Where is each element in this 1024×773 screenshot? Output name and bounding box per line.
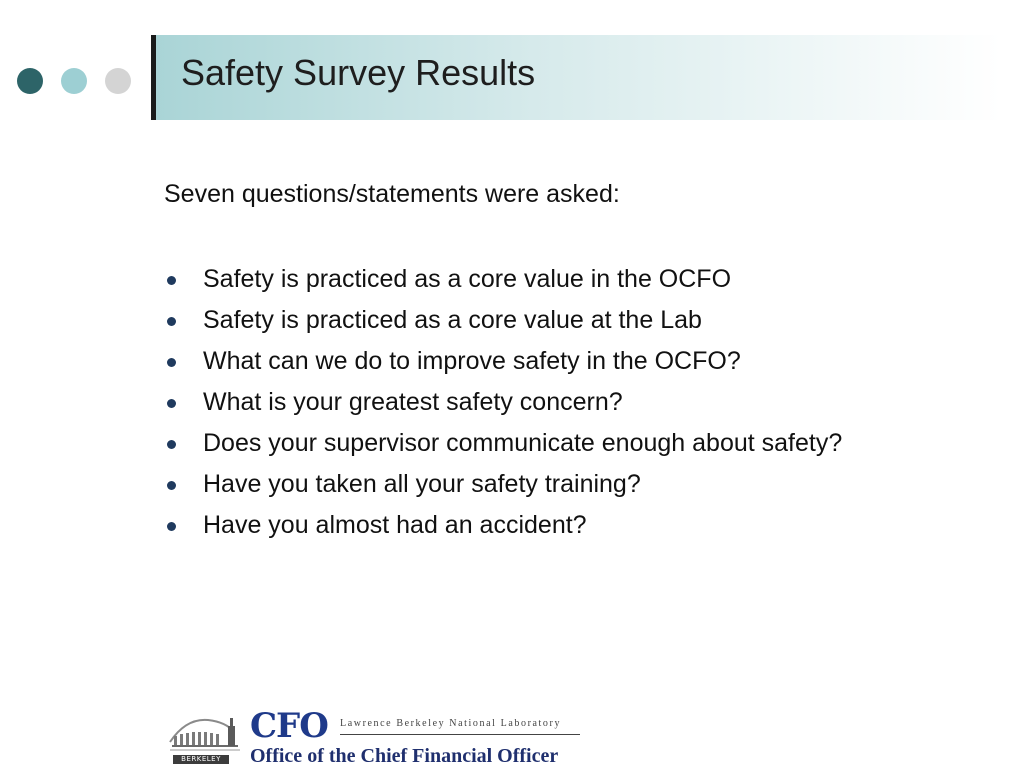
list-item-text: Safety is practiced as a core value in the OCFO xyxy=(203,265,732,293)
bullet-icon xyxy=(167,358,176,367)
slide-title: Safety Survey Results xyxy=(181,52,536,93)
lab-name: Lawrence Berkeley National Laboratory xyxy=(340,718,562,729)
list-item xyxy=(164,508,864,542)
title-rule xyxy=(151,35,156,120)
cfo-wordmark: CFO xyxy=(250,706,328,746)
berkeley-lab-building-icon xyxy=(168,712,246,756)
list-item xyxy=(164,344,864,378)
list-item xyxy=(164,385,864,419)
bullet-icon xyxy=(167,399,176,408)
list-item-text: What is your greatest safety concern? xyxy=(203,388,623,416)
list-item-text: What can we do to improve safety in the OCFO? xyxy=(203,347,741,375)
dot-grey xyxy=(105,68,131,94)
dot-dark xyxy=(17,68,43,94)
bullet-icon xyxy=(167,481,176,490)
list-item xyxy=(164,467,864,501)
list-item xyxy=(164,426,864,460)
dot-light xyxy=(61,68,87,94)
intro-text: Seven questions/statements were asked: xyxy=(164,180,620,208)
logo-divider xyxy=(340,734,580,735)
list-item xyxy=(164,303,864,337)
berkeley-lab-label: BERKELEY LAB xyxy=(173,755,229,764)
list-item-text: Safety is practiced as a core value at the Lab xyxy=(203,306,702,334)
office-name: Office of the Chief Financial Officer xyxy=(250,745,559,767)
bullet-icon xyxy=(167,440,176,449)
bullet-icon xyxy=(167,276,176,285)
cfo-logo xyxy=(168,706,588,772)
bullet-list xyxy=(164,262,864,549)
list-item xyxy=(164,262,864,296)
list-item-text: Does your supervisor communicate enough about safety? xyxy=(203,429,843,457)
bullet-icon xyxy=(167,522,176,531)
list-item-text: Have you almost had an accident? xyxy=(203,511,587,539)
bullet-icon xyxy=(167,317,176,326)
list-item-text: Have you taken all your safety training? xyxy=(203,470,641,498)
